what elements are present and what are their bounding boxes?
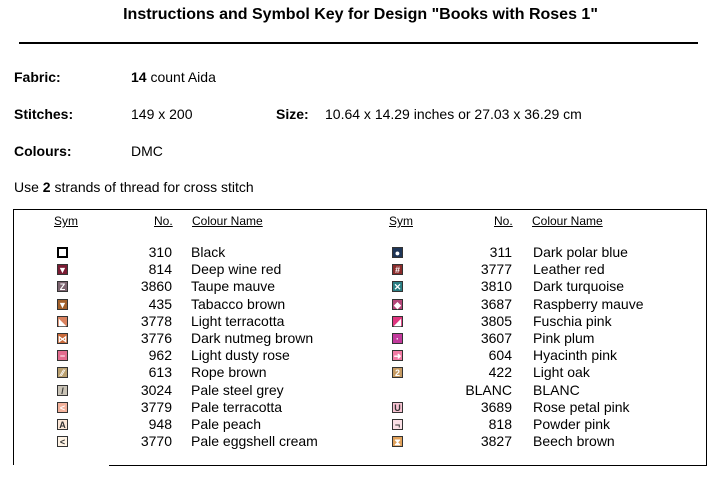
key-row [14,330,706,347]
dmc-number: 948 [148,416,172,432]
colour-name: Beech brown [533,433,615,450]
key-row [14,416,706,433]
size-value: 10.64 x 14.29 inches or 27.03 x 36.29 cm [325,106,582,122]
dmc-number: 3770 [140,433,172,450]
triangle-corner-icon: ◢ [392,316,403,327]
dmc-number: 3777 [480,261,512,278]
dash-icon: − [57,350,68,361]
table-border-gap [13,465,109,467]
colour-name: Pink plum [533,330,595,346]
dmc-number: 604 [488,347,512,364]
letter-a-icon: A [57,419,68,430]
fabric-type: count Aida [146,69,216,85]
fabric-count: 14 [131,69,147,85]
key-row [14,399,706,416]
size-label: Size: [276,106,309,122]
dmc-number: 3860 [140,278,172,295]
name-header-left: Colour Name [192,214,263,228]
corner-icon: ¬ [392,419,403,430]
colour-name: Black [191,244,226,260]
colours-value: DMC [131,143,163,159]
no-header-right: No. [494,214,513,228]
digit-two-icon: 2 [392,367,403,378]
stitches-value: 149 x 200 [131,106,193,122]
dmc-number: 3776 [140,330,172,346]
colour-name: Dark turquoise [533,278,625,295]
dmc-number: 962 [148,347,172,364]
sym-header-left: Sym [54,214,78,228]
stitches-label: Stitches: [14,106,74,122]
key-row [14,244,706,261]
dmc-number: 435 [148,295,172,312]
colour-name: Dark polar blue [533,244,628,260]
triangle-down-icon: ▼ [58,299,67,310]
dmc-number: 3687 [480,295,512,312]
colour-name: Dark nutmeg brown [191,330,314,346]
chevron-icon: < [57,436,68,447]
page-title: Instructions and Symbol Key for Design "Books with Roses 1" [123,6,598,23]
letter-z-icon: Z [57,281,68,292]
dmc-number: 3805 [480,312,512,329]
colour-name: Light oak [533,364,590,381]
dmc-number: 422 [488,364,512,381]
slash-icon: / [57,385,68,396]
dmc-number: 3607 [480,330,512,346]
cross-icon: ✕ [393,282,402,293]
key-row [14,347,706,364]
strands-post: strands of thread for cross stitch [50,179,254,195]
dmc-number: 3024 [140,381,172,398]
colour-name: Pale eggshell cream [191,433,318,450]
fabric-value [131,69,216,85]
key-row [14,261,706,278]
colour-name: Tabacco brown [191,295,286,312]
circle-icon: ● [392,247,403,258]
key-row [14,382,706,399]
colours-label: Colours: [14,143,72,159]
key-row [14,433,706,450]
dmc-number: 3689 [480,398,512,415]
colour-name: Fuschia pink [533,312,612,329]
colour-name: Leather red [533,261,605,278]
strands-pre: Use [14,179,43,195]
dmc-number: 310 [148,244,172,260]
dmc-number: 3778 [140,312,172,329]
colour-name: Raspberry mauve [533,295,644,312]
triangle-down-icon: ▼ [58,265,67,276]
diamond-icon: ◆ [392,299,403,310]
dmc-number: 613 [148,364,172,381]
colour-name: Deep wine red [191,261,282,278]
key-row [14,296,706,313]
fabric-label: Fabric: [14,69,61,85]
bowtie-icon: ⋈ [58,334,67,344]
title-underline [19,42,698,44]
key-row [14,364,706,381]
colour-name: Taupe mauve [191,278,276,295]
hash-icon: # [392,264,403,275]
colour-name: Rope brown [191,364,267,381]
colour-name: Pale peach [191,416,262,432]
strands-count: 2 [42,179,51,195]
key-row [14,278,706,295]
colour-name: Powder pink [533,416,611,432]
dmc-number: 3810 [480,278,512,295]
name-header-right: Colour Name [532,214,603,228]
colour-name: Pale steel grey [191,381,284,398]
arrow-right-icon: ➜ [393,351,402,362]
symbol-key-table [13,209,707,466]
triangle-corner-icon: ◣ [57,316,68,327]
dmc-number: BLANC [465,381,512,398]
dmc-number: 818 [488,416,512,432]
sym-header-right: Sym [389,214,413,228]
key-row [14,313,706,330]
double-slash-icon: ⁄⁄ [57,367,68,378]
dmc-number: 814 [148,261,172,278]
colour-name: BLANC [533,381,580,398]
colour-name: Light terracotta [191,312,285,329]
dmc-number: 3779 [140,398,172,415]
strands-instruction [14,179,254,195]
dmc-number: 3827 [480,433,512,450]
colour-name: Light dusty rose [191,347,290,364]
letter-u-icon: U [392,402,403,413]
dot-icon: · [392,333,403,344]
no-header-left: No. [154,214,173,228]
colour-name: Rose petal pink [533,398,630,415]
less-than-icon: < [57,402,68,413]
colour-name: Pale terracotta [191,398,283,415]
hourglass-icon: ⧗ [392,436,403,447]
dmc-number: 311 [489,244,512,260]
colour-name: Hyacinth pink [533,347,618,364]
